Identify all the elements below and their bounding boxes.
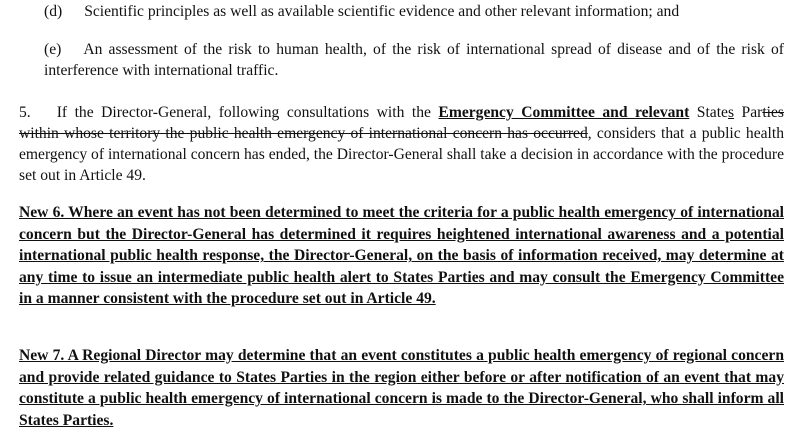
paragraph-5 — [19, 102, 784, 186]
list-item-label: (d) — [44, 3, 63, 20]
inserted-text: s — [727, 104, 735, 121]
paragraph-number: 5. — [19, 104, 31, 121]
inserted-text: Emergency Committee and relevant — [438, 104, 690, 121]
paragraph-text: If the Director-General, following consultations with the — [56, 104, 439, 121]
inserted-paragraph-text: New 6. Where an event has not been determined to meet the criteria for a public health emergency of international concern but the Director-General has determined it requires heightened international awareness and a potential international public health response, the Director-General, on the basis of information received, may determine at any time to issue an intermediate public health alert to States Parties and may consult the Emergency Committee in a manner consistent with the procedure set out in Article 49. — [19, 204, 784, 308]
list-item-text: Scientific principles as well as available scientific evidence and other relevant information; and — [84, 3, 680, 20]
list-item-e — [44, 39, 784, 81]
deleted-text: ties within whose territory the public health emergency of international concern has occurred — [19, 104, 784, 142]
inserted-paragraph-text: New 7. A Regional Director may determine that an event constitutes a public health emergency of regional concern and provide related guidance to States Parties in the region either before or after notification of an event that may constitute a public health emergency of international concern is made to the Director-General, who shall inform all States Parties. — [19, 347, 784, 429]
paragraph-text: Par — [734, 104, 763, 121]
paragraph-new-7 — [19, 345, 784, 431]
list-item-text: An assessment of the risk to human health, of the risk of international spread of disease and of the risk of interference with international traffic. — [44, 41, 784, 79]
paragraph-text: , considers that a public health emergency of international concern has ended, the Director-General shall take a decision in accordance with the procedure set out in Article 49. — [19, 125, 784, 184]
paragraph-new-6 — [19, 202, 784, 310]
list-item-label: (e) — [44, 41, 62, 58]
list-item-d — [44, 1, 784, 22]
paragraph-text: State — [689, 104, 728, 121]
